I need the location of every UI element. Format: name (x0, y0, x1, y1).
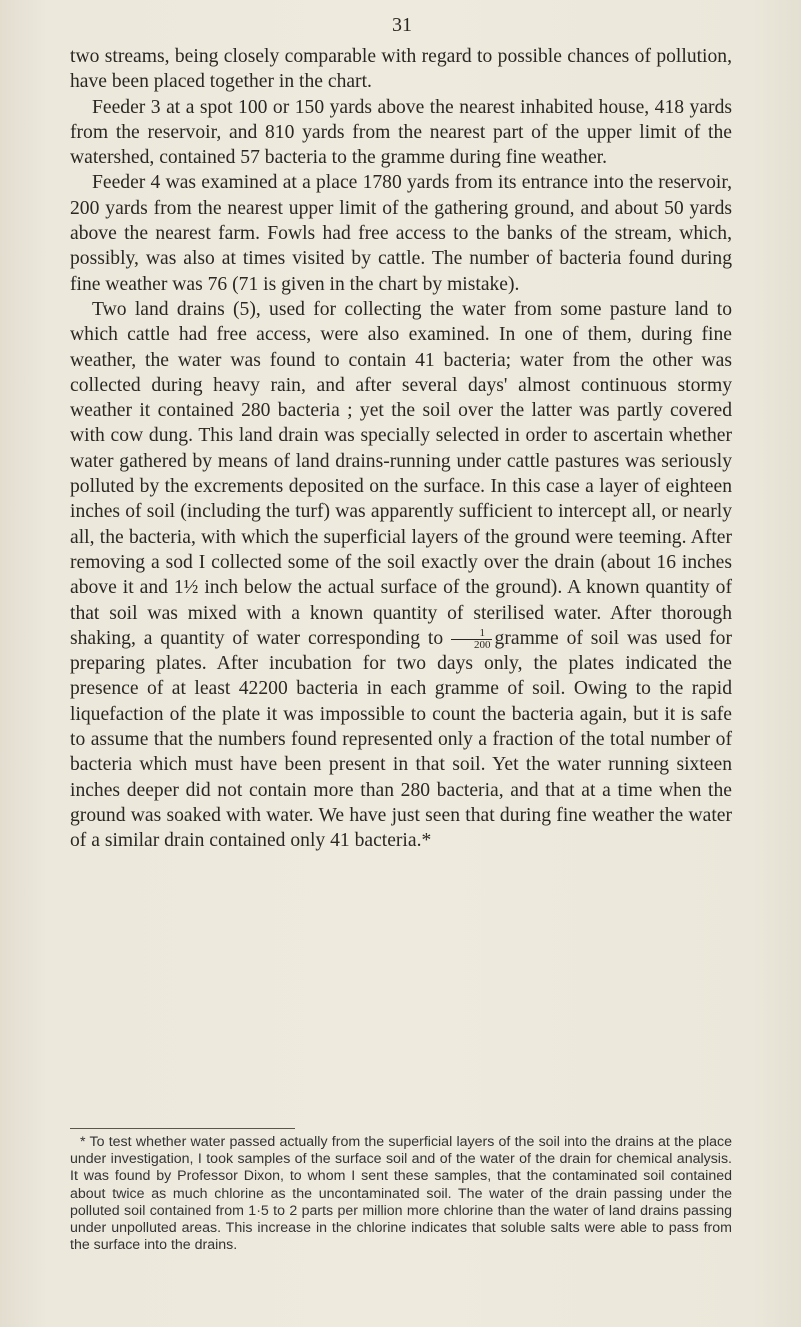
land-drains-text-continued: gramme of soil was used for preparing plates. After incubation for two days only, the plates indicated the presence of at least 42200 bacteria in each gramme of soil. Owing to the rapid liquefaction of the plate it was impossible to count the bacteria again, but it is safe to assume that the numbers found represented only a fraction of the total number of bacteria which must have been present in that soil. Yet the water running sixteen inches deeper did not contain more than 280 bacteria, and that at a time when the ground was soaked with water. We have just seen that during fine weather the water of a similar drain contained only 41 bacteria.* (70, 627, 732, 852)
paragraph-feeder-3: Feeder 3 at a spot 100 or 150 yards above the nearest inhabited house, 418 yards from the reservoir, and 810 yards from the nearest part of the upper limit of the watershed, contained 57 bacteria to the gramme during fine weather. (70, 96, 732, 169)
land-drains-text: Two land drains (5), used for collecting the water from some pasture land to which cattle had free access, were also examined. In one of them, during fine weather, the water was found to contain 41 bacteria; water from the other was collected during heavy rain, and after several days' almost continuous stormy weather it contained 280 bacteria ; yet the soil over the latter was partly covered with cow dung. This land drain was specially selected in order to ascertain whether water gathered by means of land drains-running under cattle pastures was seriously polluted by the excrements deposited on the surface. In this case a layer of eighteen inches of soil (including the turf) was apparently sufficient to intercept all, or nearly all, the bacteria, with which the superficial layers of the ground were teeming. After removing a sod I collected some of the soil exactly over the drain (about 16 inches above it and 1½ inch below the actual surface of the ground). A known quantity of that soil was mixed with a known quantity of sterilised water. After thorough shaking, a quantity of water corresponding to (70, 298, 732, 649)
fraction-denominator: 200 (474, 638, 491, 651)
fraction-numerator: 1 (451, 628, 492, 640)
page-number: 31 (392, 14, 412, 36)
paragraph-land-drains (70, 297, 732, 854)
footnote-text: * To test whether water passed actually from the superficial layers of the soil into the drains at the place under investigation, I took samples of the surface soil and of the water of the drain for chemical analysis. It was found by Professor Dixon, to whom I sent these samples, that the contaminated soil contained about twice as much chlorine as the uncontaminated soil. The water of the drain passing under the polluted soil contained from 1·5 to 2 parts per million more chlorine than the water of land drains passing under unpolluted areas. This increase in the chlorine indicates that soluble salts were able to pass from the surface into the drains. (70, 1134, 732, 1254)
paragraph-continuation: two streams, being closely comparable with regard to possible chances of pollution, have been placed together in the chart. (70, 46, 732, 93)
footnote-divider (70, 1128, 295, 1129)
fraction (451, 628, 492, 651)
body-text (70, 44, 732, 854)
footnote (70, 1134, 732, 1254)
paragraph-feeder-4: Feeder 4 was examined at a place 1780 yards from its entrance into the reservoir, 200 yards from the nearest upper limit of the gathering ground, and about 50 yards above the nearest farm. Fowls had free access to the banks of the stream, which, possibly, was also at times visited by cattle. The number of bacteria found during fine weather was 76 (71 is given in the chart by mistake). (70, 172, 732, 295)
